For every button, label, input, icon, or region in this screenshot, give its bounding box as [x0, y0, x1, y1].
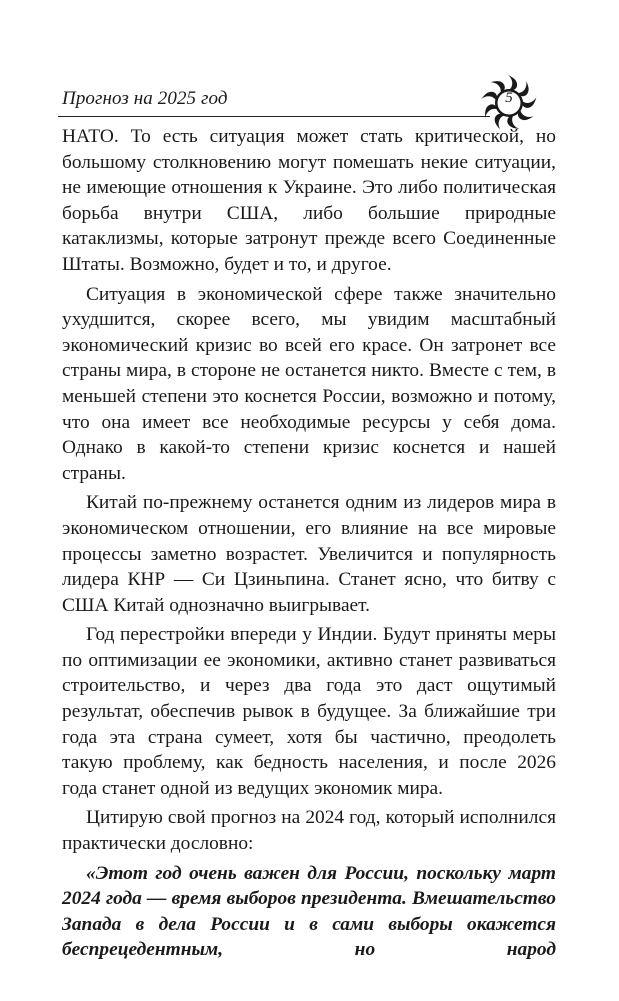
body-text: [62, 124, 556, 963]
header-rule: [58, 116, 490, 117]
paragraph: Цитирую свой прогноз на 2024 год, который исполнился практически дословно:: [62, 807, 556, 855]
paragraph: Ситуация в экономической сфере также значительно ухудшится, скорее всего, мы увидим масштабный экономический кризис во всей его красе. Он затронет все страны мира, в стороне не останется никто. Вместе с тем, в меньшей степени это коснется России, возможно и потому, что она имеет все необходимые ресурсы у себя дома. Однако в какой-то степени кризис коснется и нашей страны.: [62, 283, 556, 484]
running-title: Прогноз на 2025 год: [62, 88, 228, 109]
paragraph: Год перестройки впереди у Индии. Будут приняты меры по оптимизации ее экономики, активно станет развиваться строительство, и через два года это даст ощутимый результат, обеспечив рывок в будущее. За ближайшие три года эта страна сумеет, хотя бы частично, преодолеть такую проблему, как бедность населения, и после 2026 года станет одной из ведущих экономик мира.: [62, 624, 556, 799]
quoted-forecast: «Этот год очень важен для России, поскольку март 2024 года — время выборов президента. Вмешательство Запада в дела России и в сами выборы окажется беспрецедентным, но народ: [62, 862, 556, 961]
paragraph: НАТО. То есть ситуация может стать критической, но большому столкновению могут помешать некие ситуации, не имеющие отношения к Украине. Это либо политическая борьба внутри США, либо большие природные катаклизмы, которые затронут прежде всего Соединенные Штаты. Возможно, будет и то, и другое.: [62, 126, 556, 275]
page-number: 5: [505, 90, 513, 106]
page-header: [58, 72, 558, 122]
paragraph: Китай по-прежнему останется одним из лидеров мира в экономическом отношении, его влияние на все мировые процессы заметно возрастет. Увеличится и популярность лидера КНР — Си Цзиньпина. Станет ясно, что битву с США Китай однозначно выигрывает.: [62, 492, 556, 616]
